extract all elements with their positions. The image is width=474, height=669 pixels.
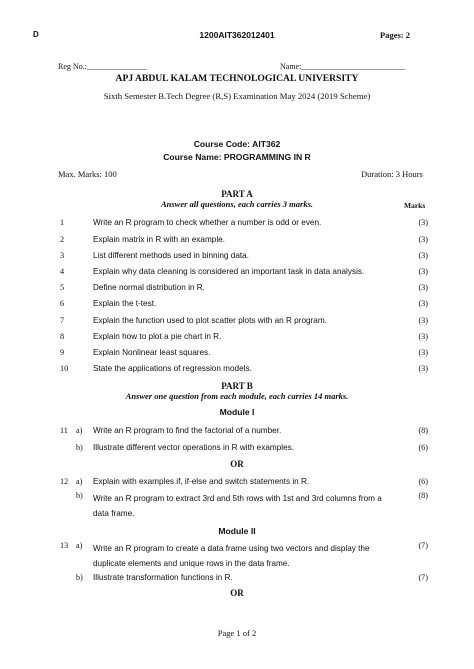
question-text: Explain Nonlinear least squares.	[93, 348, 211, 357]
question-marks: (3)	[418, 251, 428, 260]
question-sub-label: b)	[76, 573, 83, 582]
question-number: 2	[60, 235, 65, 244]
university-name: APJ ABDUL KALAM TECHNOLOGICAL UNIVERSITY	[115, 73, 359, 84]
question-marks: (6)	[418, 477, 428, 486]
question-sub-label: a)	[76, 541, 83, 550]
question-text: Explain the t-test.	[93, 299, 157, 308]
question-number: 4	[60, 267, 65, 276]
header-pages: Pages: 2	[380, 30, 410, 40]
exam-title: Sixth Semester B.Tech Degree (R,S) Examination May 2024 (2019 Scheme)	[103, 91, 371, 101]
course-name: Course Name: PROGRAMMING IN R	[163, 152, 311, 162]
question-sub-label: a)	[76, 477, 83, 486]
question-marks: (3)	[418, 218, 428, 227]
question-marks: (3)	[418, 316, 428, 325]
question-marks: (8)	[418, 426, 428, 435]
part-a-title: PART A	[221, 189, 253, 199]
question-number: 7	[60, 316, 65, 325]
question-text: Explain how to plot a pie chart in R.	[93, 332, 222, 341]
part-a-instruction: Answer all questions, each carries 3 marks.	[160, 199, 314, 209]
question-number: 10	[60, 364, 69, 373]
question-text: Write an R program to create a data frame using two vectors and display the duplicate elements and unique rows in the data frame.	[93, 544, 370, 568]
question-number: 13	[60, 541, 69, 550]
question-text: Explain matrix in R with an example.	[93, 235, 225, 244]
question-text: Write an R program to find the factorial of a number.	[93, 426, 282, 435]
question-marks: (3)	[418, 364, 428, 373]
marks-header: Marks	[404, 201, 426, 210]
question-text: Explain why data cleaning is considered an important task in data analysis.	[93, 267, 365, 276]
question-number: 12	[60, 477, 69, 486]
question-number: 11	[60, 426, 68, 435]
question-marks: (7)	[418, 573, 428, 582]
question-sub-label: b)	[76, 491, 83, 500]
question-marks: (3)	[418, 332, 428, 341]
header-code: 1200AIT362012401	[199, 30, 275, 40]
question-marks: (6)	[418, 443, 428, 452]
page-footer: Page 1 of 2	[217, 628, 257, 638]
max-marks: Max. Marks: 100	[58, 169, 117, 179]
or-divider: OR	[230, 459, 244, 469]
question-marks: (7)	[418, 541, 428, 550]
course-code: Course Code: AIT362	[193, 139, 281, 149]
header-left-mark: D	[33, 30, 39, 39]
question-marks: (3)	[418, 235, 428, 244]
question-text: Explain the function used to plot scatter plots with an R program.	[93, 316, 327, 325]
question-number: 3	[60, 251, 65, 260]
question-text: Explain with examples if, if-else and switch statements in R.	[93, 477, 310, 486]
question-text: Define normal distribution in R.	[93, 283, 205, 292]
question-marks: (3)	[418, 299, 428, 308]
name-field: Name:__________________________	[280, 62, 406, 71]
module-1-title: Module I	[219, 407, 255, 417]
question-number: 9	[60, 348, 65, 357]
question-number: 8	[60, 332, 65, 341]
question-text: Write an R program to check whether a number is odd or even.	[93, 218, 322, 227]
module-2-title: Module II	[218, 526, 256, 536]
or-divider: OR	[230, 588, 244, 598]
question-marks: (3)	[418, 348, 428, 357]
reg-no-field: Reg No.:_______________	[58, 62, 147, 71]
question-marks: (3)	[418, 267, 428, 276]
question-number: 5	[60, 283, 65, 292]
question-number: 6	[60, 299, 65, 308]
question-marks: (8)	[418, 491, 428, 500]
question-text: State the applications of regression models.	[93, 364, 252, 373]
part-b-title: PART B	[221, 381, 253, 391]
question-marks: (3)	[418, 283, 428, 292]
part-b-instruction: Answer one question from each module, each carries 14 marks.	[125, 391, 349, 401]
question-number: 1	[60, 218, 65, 227]
question-sub-label: b)	[76, 443, 83, 452]
question-sub-label: a)	[76, 426, 83, 435]
question-text: List different methods used in binning data.	[93, 251, 249, 260]
question-text: Illustrate transformation functions in R.	[93, 573, 233, 582]
question-text: Illustrate different vector operations in R with examples.	[93, 443, 294, 452]
duration: Duration: 3 Hours	[361, 169, 423, 179]
question-text: Write an R program to extract 3rd and 5th rows with 1st and 3rd columns from a data frame.	[93, 494, 382, 518]
